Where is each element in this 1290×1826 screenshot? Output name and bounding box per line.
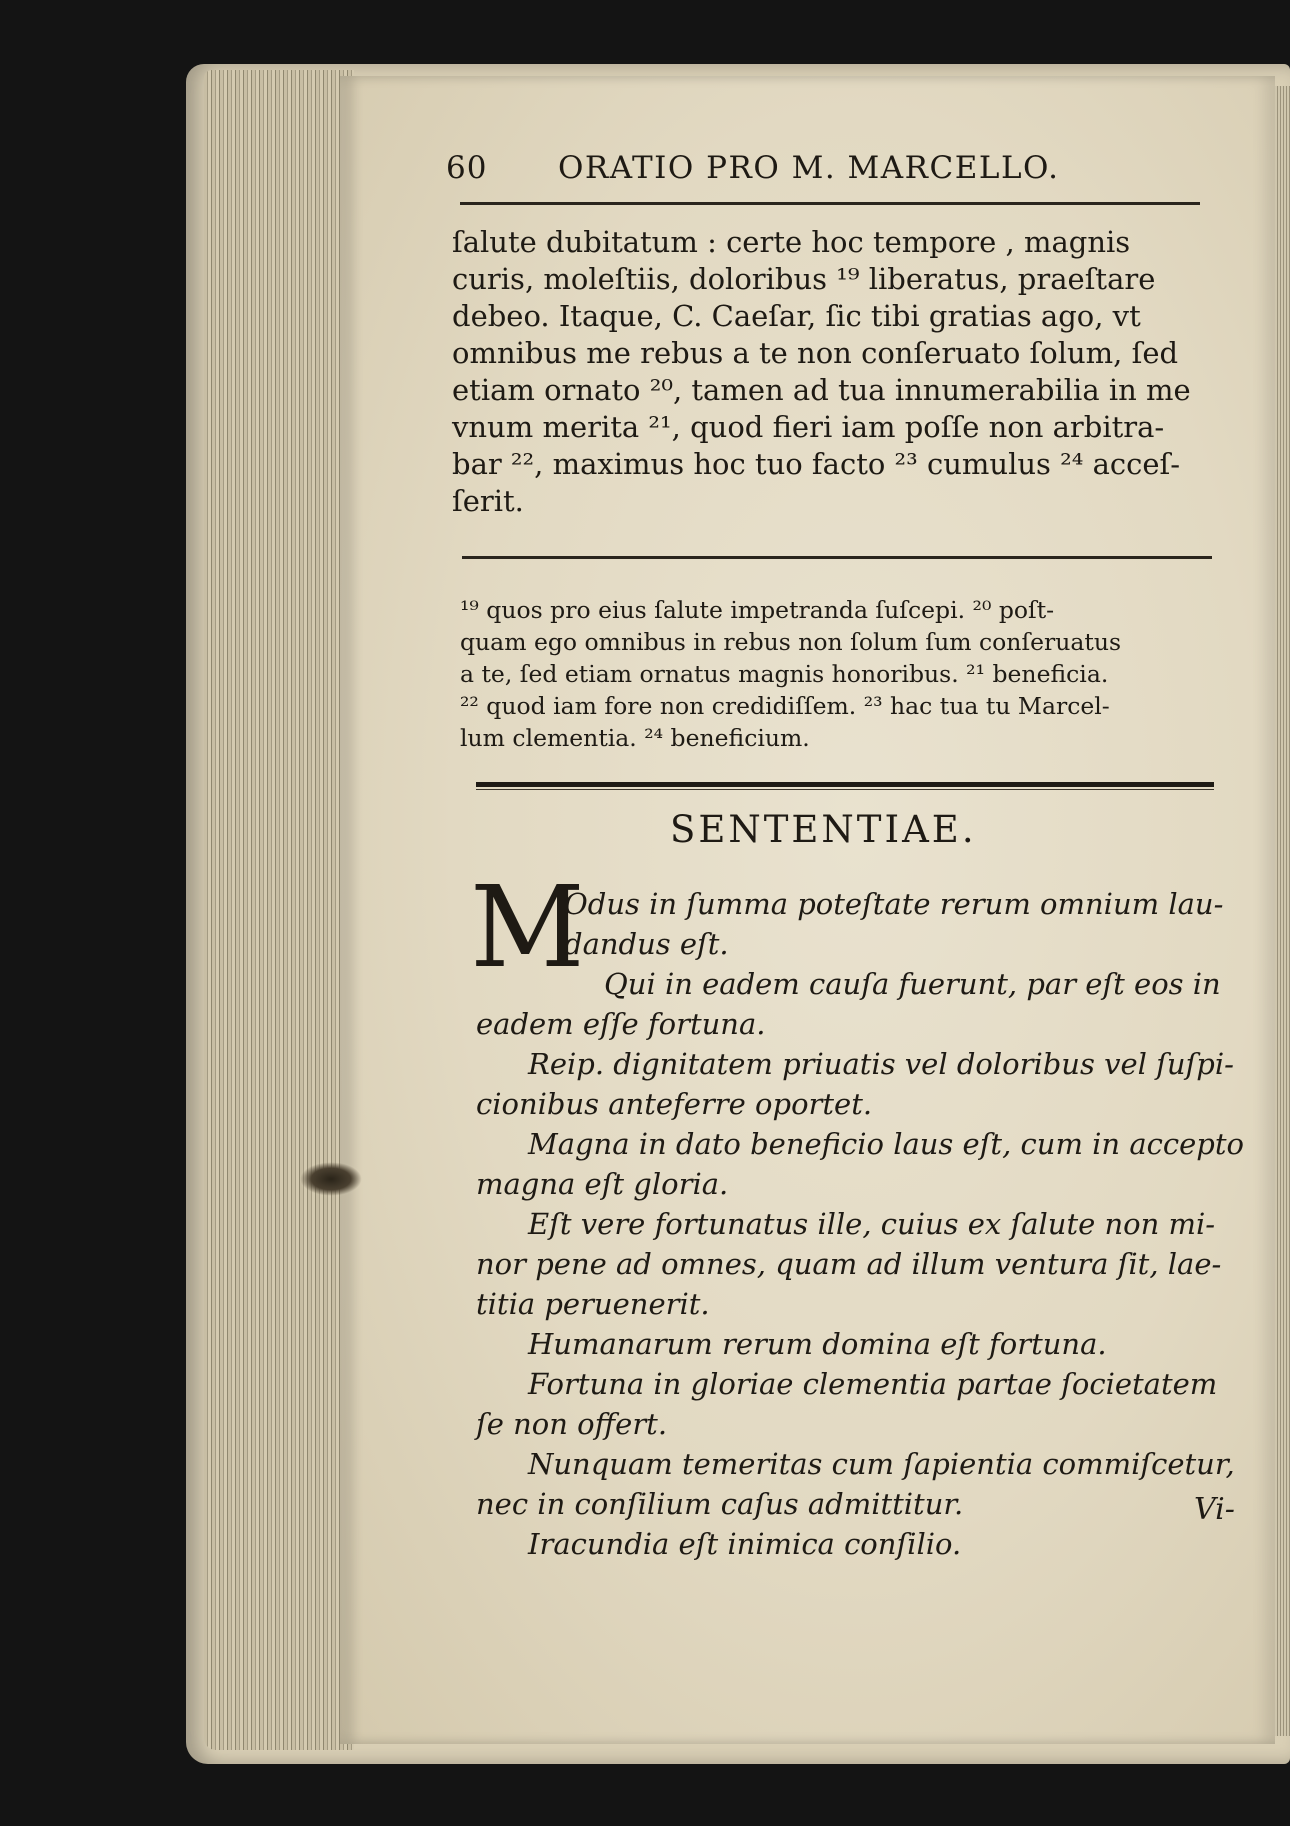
section-rule: [476, 782, 1214, 787]
footnote-rule: [462, 556, 1212, 559]
sententia-line: Odus in ſumma poteſtate rerum omnium lau-: [564, 887, 1224, 921]
footnote-line: quam ego omnibus in rebus non ſolum ſum conſeruatus: [460, 628, 1122, 656]
sententiae: [476, 884, 1244, 1564]
sententia-line: Humanarum rerum domina eſt fortuna.: [528, 1327, 1107, 1361]
page-edges: [204, 70, 354, 1750]
ink-stain: [300, 1162, 362, 1196]
sententia-line: Magna in dato beneficio laus eſt, cum in accepto: [528, 1127, 1244, 1161]
sententia-line: cionibus anteferre oportet.: [476, 1087, 873, 1121]
text-line: vnum merita ²¹, quod fieri iam poſſe non arbitra-: [452, 410, 1165, 444]
footnote-line: ¹⁹ quos pro eius ſalute impetranda ſuſcepi. ²⁰ poſt-: [460, 596, 1055, 624]
page-number: 60: [446, 150, 488, 186]
sententia-line: Fortuna in gloriae clementia partae ſocietatem: [528, 1367, 1218, 1401]
header-rule: [460, 202, 1200, 205]
footnotes: [460, 594, 1212, 754]
sententia-line: dandus eſt.: [564, 927, 729, 961]
section-heading: SENTENTIAE.: [670, 808, 977, 851]
sententia-line: Iracundia eſt inimica conſilio.: [528, 1527, 962, 1561]
text-line: ſerit.: [452, 484, 524, 518]
drop-cap: M: [470, 863, 585, 993]
text-line: ſalute dubitatum : certe hoc tempore , magnis: [452, 225, 1131, 259]
text-line: debeo. Itaque, C. Caeſar, ſic tibi gratias ago, vt: [452, 299, 1141, 333]
main-text: [452, 224, 1212, 520]
text-line: bar ²², maximus hoc tuo facto ²³ cumulus ²⁴ acceſ-: [452, 447, 1181, 481]
sententia-line: Reip. dignitatem priuatis vel doloribus vel ſuſpi-: [528, 1047, 1234, 1081]
sententia-line: Eſt vere fortunatus ille, cuius ex ſalute non mi-: [528, 1207, 1216, 1241]
sententia-line: nec in conſilium caſus admittitur.: [476, 1487, 964, 1521]
sententia-line: magna eſt gloria.: [476, 1167, 729, 1201]
right-page-edges: [1275, 86, 1290, 1736]
sententia-line: Qui in eadem cauſa fuerunt, par eſt eos in: [604, 967, 1221, 1001]
running-head: [446, 150, 1206, 196]
sententia-line: nor pene ad omnes, quam ad illum ventura ſit, lae-: [476, 1247, 1222, 1281]
sententia-line: Nunquam temeritas cum ſapientia commiſcetur,: [528, 1447, 1235, 1481]
sententia-line: ſe non offert.: [476, 1407, 668, 1441]
footnote-line: lum clementia. ²⁴ beneficium.: [460, 724, 810, 752]
header-title: ORATIO PRO M. MARCELLO.: [558, 150, 1060, 186]
catchword: Vi-: [1194, 1492, 1235, 1527]
text-line: omnibus me rebus a te non conſeruato ſolum, ſed: [452, 336, 1179, 370]
text-line: etiam ornato ²⁰, tamen ad tua innumerabilia in me: [452, 373, 1191, 407]
section-rule-thin: [476, 789, 1214, 790]
footnote-line: a te, ſed etiam ornatus magnis honoribus. ²¹ beneficia.: [460, 660, 1109, 688]
footnote-line: ²² quod iam fore non credidiſſem. ²³ hac tua tu Marcel-: [460, 692, 1110, 720]
sententia-line: titia peruenerit.: [476, 1287, 710, 1321]
text-line: curis, moleſtiis, doloribus ¹⁹ liberatus, praeſtare: [452, 262, 1156, 296]
sententia-line: eadem eſſe fortuna.: [476, 1007, 766, 1041]
